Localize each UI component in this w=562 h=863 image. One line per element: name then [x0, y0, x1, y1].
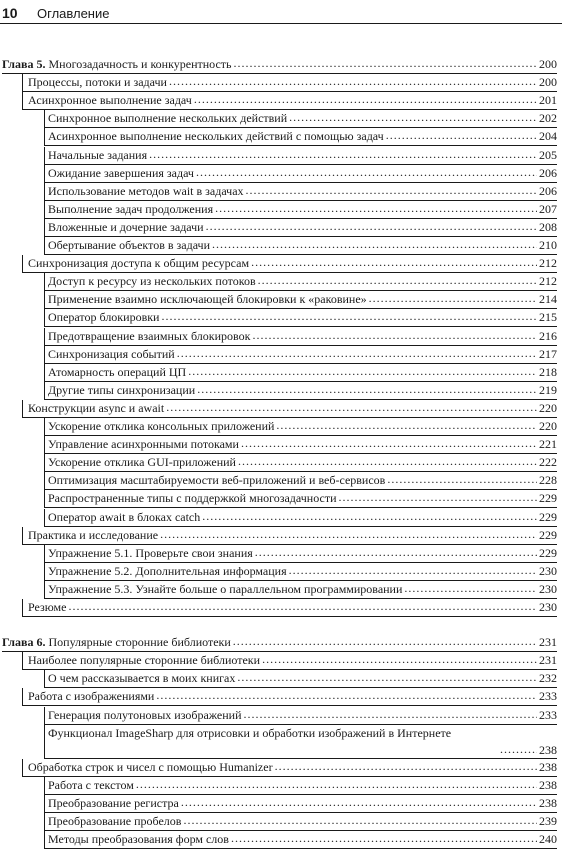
toc-subsection-entry	[44, 472, 557, 490]
toc-subsection-entry	[44, 563, 557, 581]
toc-subsection-entry	[44, 328, 557, 346]
toc-entry-title: Оптимизация масштабируемости веб-приложений и веб-сервисов	[48, 473, 386, 488]
toc-page-number: 201	[539, 93, 557, 108]
toc-entry-title: Асинхронное выполнение задач	[28, 93, 192, 108]
toc-leader-dots	[160, 526, 537, 542]
toc-section-entry	[22, 688, 557, 706]
toc-leader-dots	[500, 741, 537, 757]
toc-entry-title: Синхронное выполнение нескольких действий	[48, 111, 288, 126]
toc-page-number: 238	[539, 742, 557, 757]
toc-subsection-entry	[44, 273, 557, 291]
toc-subsection-entry	[44, 436, 557, 454]
toc-page-number: 240	[539, 832, 557, 846]
toc-subsection-entry	[44, 418, 557, 436]
toc-page-number: 200	[539, 75, 557, 90]
toc-subsection-entry	[44, 346, 557, 364]
toc-page-number: 206	[539, 183, 557, 198]
toc-page-number: 230	[539, 600, 557, 614]
toc-subsection-entry	[44, 795, 557, 813]
toc-section-entry	[22, 400, 557, 418]
toc-leader-dots	[255, 544, 537, 560]
toc-page-number: 210	[539, 238, 557, 252]
toc-page-number: 238	[539, 759, 557, 774]
toc-section-entry	[22, 527, 557, 545]
toc-leader-dots	[215, 200, 537, 216]
toc-entry-title: Процессы, потоки и задачи	[28, 75, 167, 90]
toc-section-entry	[22, 599, 557, 617]
toc-page-number: 229	[539, 527, 557, 542]
toc-subsection-entry	[44, 545, 557, 563]
toc-leader-dots	[196, 164, 537, 180]
toc-page-number: 217	[539, 346, 557, 361]
toc-leader-dots	[212, 236, 537, 252]
toc-leader-dots	[252, 327, 537, 343]
toc-page-number: 231	[539, 653, 557, 668]
toc-leader-dots	[241, 435, 537, 451]
toc-entry-title	[2, 56, 232, 72]
toc-entry-title: Использование методов wait в задачах	[48, 183, 244, 198]
toc-page-number: 200	[539, 57, 557, 71]
toc-entry-title: Синхронизация доступа к общим ресурсам	[28, 256, 250, 271]
toc-subsection-entry	[44, 237, 557, 255]
toc-page-number: 202	[539, 111, 557, 126]
toc-page-number: 220	[539, 419, 557, 433]
toc-leader-dots	[339, 489, 538, 505]
toc-entry-title: Асинхронное выполнение нескольких действий с помощью задач	[48, 129, 384, 144]
toc-subsection-entry	[44, 454, 557, 472]
toc-entry-title: Выполнение задач продолжения	[48, 201, 214, 216]
toc-page-number: 207	[539, 201, 557, 216]
toc-page-number: 230	[539, 581, 557, 596]
toc-page-number: 208	[539, 219, 557, 234]
toc-entry-title: Синхронизация событий	[48, 346, 175, 361]
toc-section-entry	[22, 74, 557, 92]
toc-leader-dots	[177, 345, 537, 361]
toc-subsection-entry	[44, 309, 557, 327]
toc-entry-title: Предотвращение взаимных блокировок	[48, 328, 251, 343]
toc-page-number: 215	[539, 310, 557, 325]
running-title: Оглавление	[37, 6, 110, 21]
toc-leader-dots	[386, 127, 537, 143]
toc-entry-title: Доступ к ресурсу из нескольких потоков	[48, 274, 256, 289]
toc-leader-dots	[276, 417, 537, 433]
toc-entry-title: Преобразование регистра	[48, 795, 179, 810]
toc-subsection-entry	[44, 707, 557, 725]
toc-leader-dots	[246, 182, 537, 198]
toc-page-number: 204	[539, 129, 557, 144]
toc-page-number: 219	[539, 382, 557, 397]
toc-entry-title: Преобразование пробелов	[48, 813, 182, 828]
toc-page-number: 228	[539, 473, 557, 488]
toc-leader-dots	[387, 471, 537, 487]
toc-entry-title: Упражнение 5.2. Дополнительная информация	[48, 563, 287, 578]
toc-leader-dots	[202, 508, 537, 524]
toc-page-number: 221	[539, 437, 557, 452]
toc-page-number: 232	[539, 671, 557, 686]
toc-entry-title: Оператор блокировки	[48, 310, 160, 325]
toc-subsection-entry	[44, 490, 557, 508]
page-header	[0, 0, 562, 24]
toc-entry-title: Упражнение 5.3. Узнайте больше о параллельном программировании	[48, 581, 403, 596]
toc-chapter-title: Популярные сторонние библиотеки	[45, 635, 231, 650]
toc-subsection-entry	[44, 831, 557, 849]
toc-entry-title: Начальные задания	[48, 147, 148, 162]
toc-leader-dots	[197, 381, 537, 397]
toc-page-number: 238	[539, 777, 557, 792]
toc-page-number: 239	[539, 813, 557, 828]
toc-leader-dots	[136, 776, 537, 792]
toc-leader-dots	[289, 562, 537, 578]
toc-entry-title: Обработка строк и чисел с помощью Humanizer	[28, 759, 273, 774]
toc-subsection-entry	[44, 509, 557, 527]
toc-page-number: 233	[539, 689, 557, 704]
toc-leader-dots	[68, 598, 537, 614]
toc-subsection-entry	[44, 382, 557, 400]
toc-section-entry	[22, 759, 557, 777]
toc-leader-dots	[206, 218, 537, 234]
toc-entry-title: Управление асинхронными потоками	[48, 437, 239, 452]
toc-entry-title: Другие типы синхронизации	[48, 382, 196, 397]
toc-chapter-title: Многозадачность и конкурентность	[45, 57, 232, 71]
toc-entry-title: Оператор await в блоках catch	[48, 509, 201, 524]
toc-subsection-entry	[44, 291, 557, 309]
toc-subsection-entry	[44, 581, 557, 599]
toc-leader-dots	[251, 254, 537, 270]
toc-entry-title: Конструкции async и await	[28, 400, 165, 415]
toc-leader-dots	[289, 109, 537, 125]
toc-entry-title: Методы преобразования форм слов	[48, 832, 229, 846]
toc-entry-title: Наиболее популярные сторонние библиотеки	[28, 653, 261, 668]
toc-subsection-entry	[44, 201, 557, 219]
toc-subsection-entry	[44, 110, 557, 128]
toc-page-number: 220	[539, 400, 557, 415]
toc-leader-dots	[161, 308, 537, 324]
toc-entry-title: Ускорение отклика консольных приложений	[48, 419, 275, 433]
toc-entry-title: Вложенные и дочерние задачи	[48, 219, 204, 234]
toc-section-entry	[22, 255, 557, 273]
toc-leader-dots	[244, 706, 537, 722]
toc-section-entry	[22, 92, 557, 110]
toc-subsection-entry	[44, 219, 557, 237]
toc-section-entry	[22, 652, 557, 670]
toc-entry-title: Ускорение отклика GUI-приложений	[48, 455, 236, 470]
toc-leader-dots	[275, 758, 537, 774]
toc-subsection-entry	[44, 364, 557, 382]
toc-leader-dots	[183, 812, 537, 828]
toc-entry-title: Ожидание завершения задач	[48, 165, 194, 180]
toc-leader-dots	[237, 669, 537, 685]
toc-leader-dots	[262, 651, 537, 667]
toc-page-number: 205	[539, 147, 557, 162]
toc-entry-title: Функционал ImageSharp для отрисовки и обработки изображений в Интернете	[48, 725, 452, 740]
toc-subsection-entry	[44, 813, 557, 831]
toc-leader-dots	[404, 580, 537, 596]
toc-leader-dots	[233, 633, 537, 649]
toc-leader-dots	[166, 399, 537, 415]
toc-leader-dots	[258, 272, 537, 288]
toc-page-number: 218	[539, 364, 557, 379]
toc-page-number: 229	[539, 509, 557, 524]
toc-page-number: 238	[539, 795, 557, 810]
toc-leader-dots	[188, 363, 537, 379]
toc-leader-dots	[169, 73, 537, 89]
toc-page-number: 229	[539, 545, 557, 560]
toc-leader-dots	[149, 146, 537, 162]
toc-entry-title: Распространенные типы с поддержкой многозадачности	[48, 491, 337, 506]
page-number: 10	[2, 5, 18, 21]
toc-page-number: 233	[539, 707, 557, 722]
toc-entry-title: Атомарность операций ЦП	[48, 364, 187, 379]
toc-entry-title: О чем рассказывается в моих книгах	[48, 671, 236, 686]
toc-subsection-entry	[44, 777, 557, 795]
toc-leader-dots	[156, 687, 537, 703]
toc-leader-dots	[234, 55, 537, 71]
toc-entry-title: Упражнение 5.1. Проверьте свои знания	[48, 545, 253, 560]
toc-page-number: 222	[539, 455, 557, 470]
toc-page-number: 214	[539, 292, 557, 307]
toc-entry-title	[2, 634, 231, 650]
toc-page-number: 216	[539, 328, 557, 343]
toc-entry-title: Работа с изображениями	[28, 689, 155, 704]
toc-page-number: 212	[539, 256, 557, 271]
toc-leader-dots	[194, 91, 537, 107]
toc-subsection-entry	[44, 147, 557, 165]
toc-subsection-entry	[44, 165, 557, 183]
toc-page-number: 230	[539, 563, 557, 578]
toc-subsection-entry	[44, 725, 557, 759]
toc-entry-title: Генерация полутоновых изображений	[48, 707, 242, 722]
toc-entry-title: Резюме	[28, 600, 67, 614]
toc-subsection-entry	[44, 128, 557, 146]
toc-leader-dots	[231, 830, 537, 846]
toc-leader-dots	[181, 794, 537, 810]
toc-entry-title: Практика и исследование	[28, 527, 159, 542]
toc-subsection-entry	[44, 670, 557, 688]
toc-leader-dots	[369, 290, 537, 306]
toc-entry-title: Применение взаимно исключающей блокировки к «раковине»	[48, 292, 367, 307]
toc-entry-title: Обертывание объектов в задачи	[48, 238, 210, 252]
toc-page-number: 212	[539, 274, 557, 289]
toc-entry-title: Работа с текстом	[48, 777, 134, 792]
toc-chapter-entry	[2, 634, 557, 652]
toc-page-number: 231	[539, 635, 557, 650]
toc-subsection-entry	[44, 183, 557, 201]
toc-leader-dots	[238, 453, 537, 469]
toc-chapter-number: Глава 5.	[2, 57, 46, 71]
toc-chapter-number: Глава 6.	[2, 635, 46, 650]
toc-page-number: 229	[539, 491, 557, 506]
toc-chapter-entry	[2, 56, 557, 74]
toc-page-number: 206	[539, 165, 557, 180]
